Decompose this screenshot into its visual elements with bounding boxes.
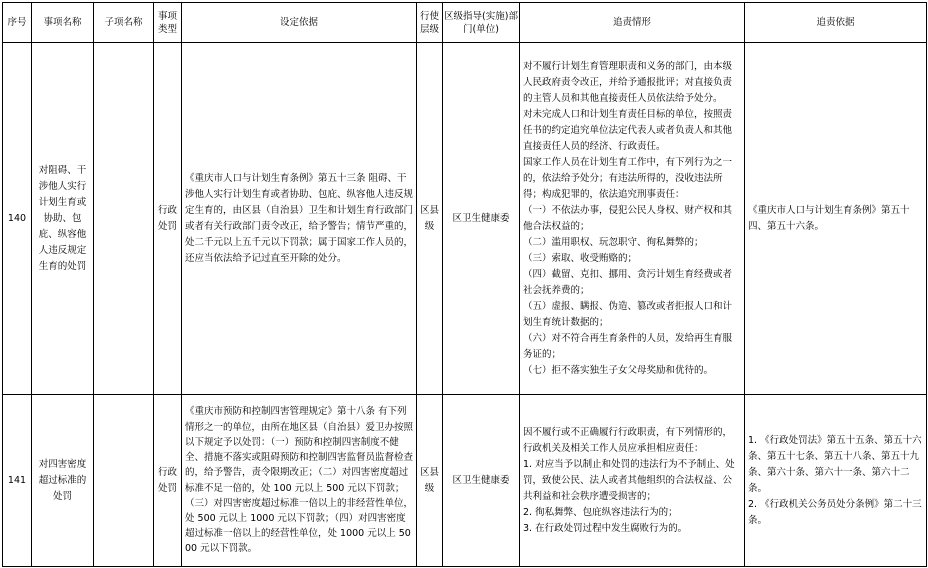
department-cell: 区卫生健康委 [443,43,520,395]
header-item-name: 事项名称 [32,3,94,43]
circumstance-paragraph: （三）索取、收受贿赂的； [523,252,638,264]
header-seq: 序号 [3,3,32,43]
accountability-table [2,2,927,567]
circumstance-paragraph: 2. 徇私舞弊、包庇纵容违法行为的； [523,506,678,518]
circumstance-paragraph: 对不履行计划生育管理职责和义务的部门，由本级人民政府责令改正，并给予通报批评；对直接负责的主管人员和其他直接责任人员依法给予处分。 [523,60,733,104]
accountability-basis-cell: 《重庆市人口与计划生育条例》第五十四、第五十六条。 [745,43,927,395]
circumstance-paragraph: 对未完成人口和计划生育责任目标的单位，按照责任书的约定追究单位法定代表人或者负责人和其他直接责任人员的经济、行政责任。 [523,108,733,152]
header-item-type: 事项类型 [154,3,182,43]
basis-cell: 《重庆市预防和控制四害管理规定》第十八条 有下列情形之一的单位，由所在地区县（自治县）爱卫办按照以下规定予以处罚：（一）预防和控制四害制度不健全、措施不落实或阻碍预防和控制四害监督员监督检查的，给予警告，责令限期改正；（二）对四害密度超过标准不足一倍的，处 100 元以上 500 元以下罚款；（三）对四害密度超过标准一倍以上的非经营性单位，处 500 元以上 1000 元以下罚款；（四）对四害密度超过标准一倍以上的经营性单位，处 1000 元以上 5000 元以下罚款。 [182,395,417,567]
basis-cell: 《重庆市人口与计划生育条例》第五十三条 阻碍、干涉他人实行计划生育或者协助、包庇、纵容他人违反规定生育的，由区县（自治县）卫生和计划生育行政部门或者有关行政部门责令改正，给予警告；情节严重的，处二千元以上五千元以下罚款；属于国家工作人员的，还应当依法给予记过直至开除的处分。 [182,43,417,395]
header-circumstance: 追责情形 [520,3,745,43]
department-cell: 区卫生健康委 [443,395,520,567]
header-accountability-basis: 追责依据 [745,3,927,43]
header-department: 区级指导(实施)部门(单位) [443,3,520,43]
circumstance-cell [520,43,745,395]
accountability-basis-cell [745,395,927,567]
header-level: 行使层级 [417,3,443,43]
level-cell: 区县级 [417,43,443,395]
accountability-basis-paragraph: 2. 《行政机关公务员处分条例》第二十三条。 [748,498,922,526]
item-name-cell: 对阻碍、干涉他人实行计划生育或协助、包庇、纵容他人违反规定生育的处罚 [32,43,94,395]
header-row [3,3,927,43]
header-sub-item-name: 子项名称 [94,3,154,43]
seq-cell: 140 [3,43,32,395]
circumstance-paragraph: （五）虚报、瞒报、伪造、篡改或者拒报人口和计划生育统计数据的； [523,300,733,328]
circumstance-paragraph: 3. 在行政处罚过程中发生腐败行为的。 [523,522,688,534]
sub-item-name-cell [94,43,154,395]
table-row [3,43,927,395]
accountability-basis-paragraph: 1. 《行政处罚法》第五十五条、第五十六条、第五十七条、第五十八条、第五十九条、第六十条、第六十一条、第六十二条。 [748,434,922,494]
circumstance-paragraph: 因不履行或不正确履行行政职责，有下列情形的，行政机关及相关工作人员应承担相应责任： [523,426,733,454]
header-basis: 设定依据 [182,3,417,43]
circumstance-paragraph: （七）拒不落实独生子女父母奖励和优待的。 [523,364,714,376]
item-name-cell: 对四害密度超过标准的处罚 [32,395,94,567]
seq-cell: 141 [3,395,32,567]
item-type-cell: 行政处罚 [154,395,182,567]
circumstance-paragraph: 国家工作人员在计划生育工作中，有下列行为之一的，依法给予处分；有违法所得的，没收违法所得；构成犯罪的，依法追究刑事责任： [523,156,733,200]
circumstance-cell [520,395,745,567]
level-cell: 区县级 [417,395,443,567]
circumstance-paragraph: （二）滥用职权、玩忽职守、徇私舞弊的； [523,236,704,248]
item-type-cell: 行政处罚 [154,43,182,395]
circumstance-paragraph: 1. 对应当予以制止和处罚的违法行为不予制止、处罚，致使公民、法人或者其他组织的合法权益、公共利益和社会秩序遭受损害的； [523,458,735,502]
circumstance-paragraph: （四）截留、克扣、挪用、贪污计划生育经费或者社会抚养费的； [523,268,733,296]
circumstance-paragraph: （六）对不符合再生育条件的人员，发给再生育服务证的； [523,332,733,360]
sub-item-name-cell [94,395,154,567]
table-row [3,395,927,567]
circumstance-paragraph: （一）不依法办事，侵犯公民人身权、财产权和其他合法权益的； [523,204,733,232]
